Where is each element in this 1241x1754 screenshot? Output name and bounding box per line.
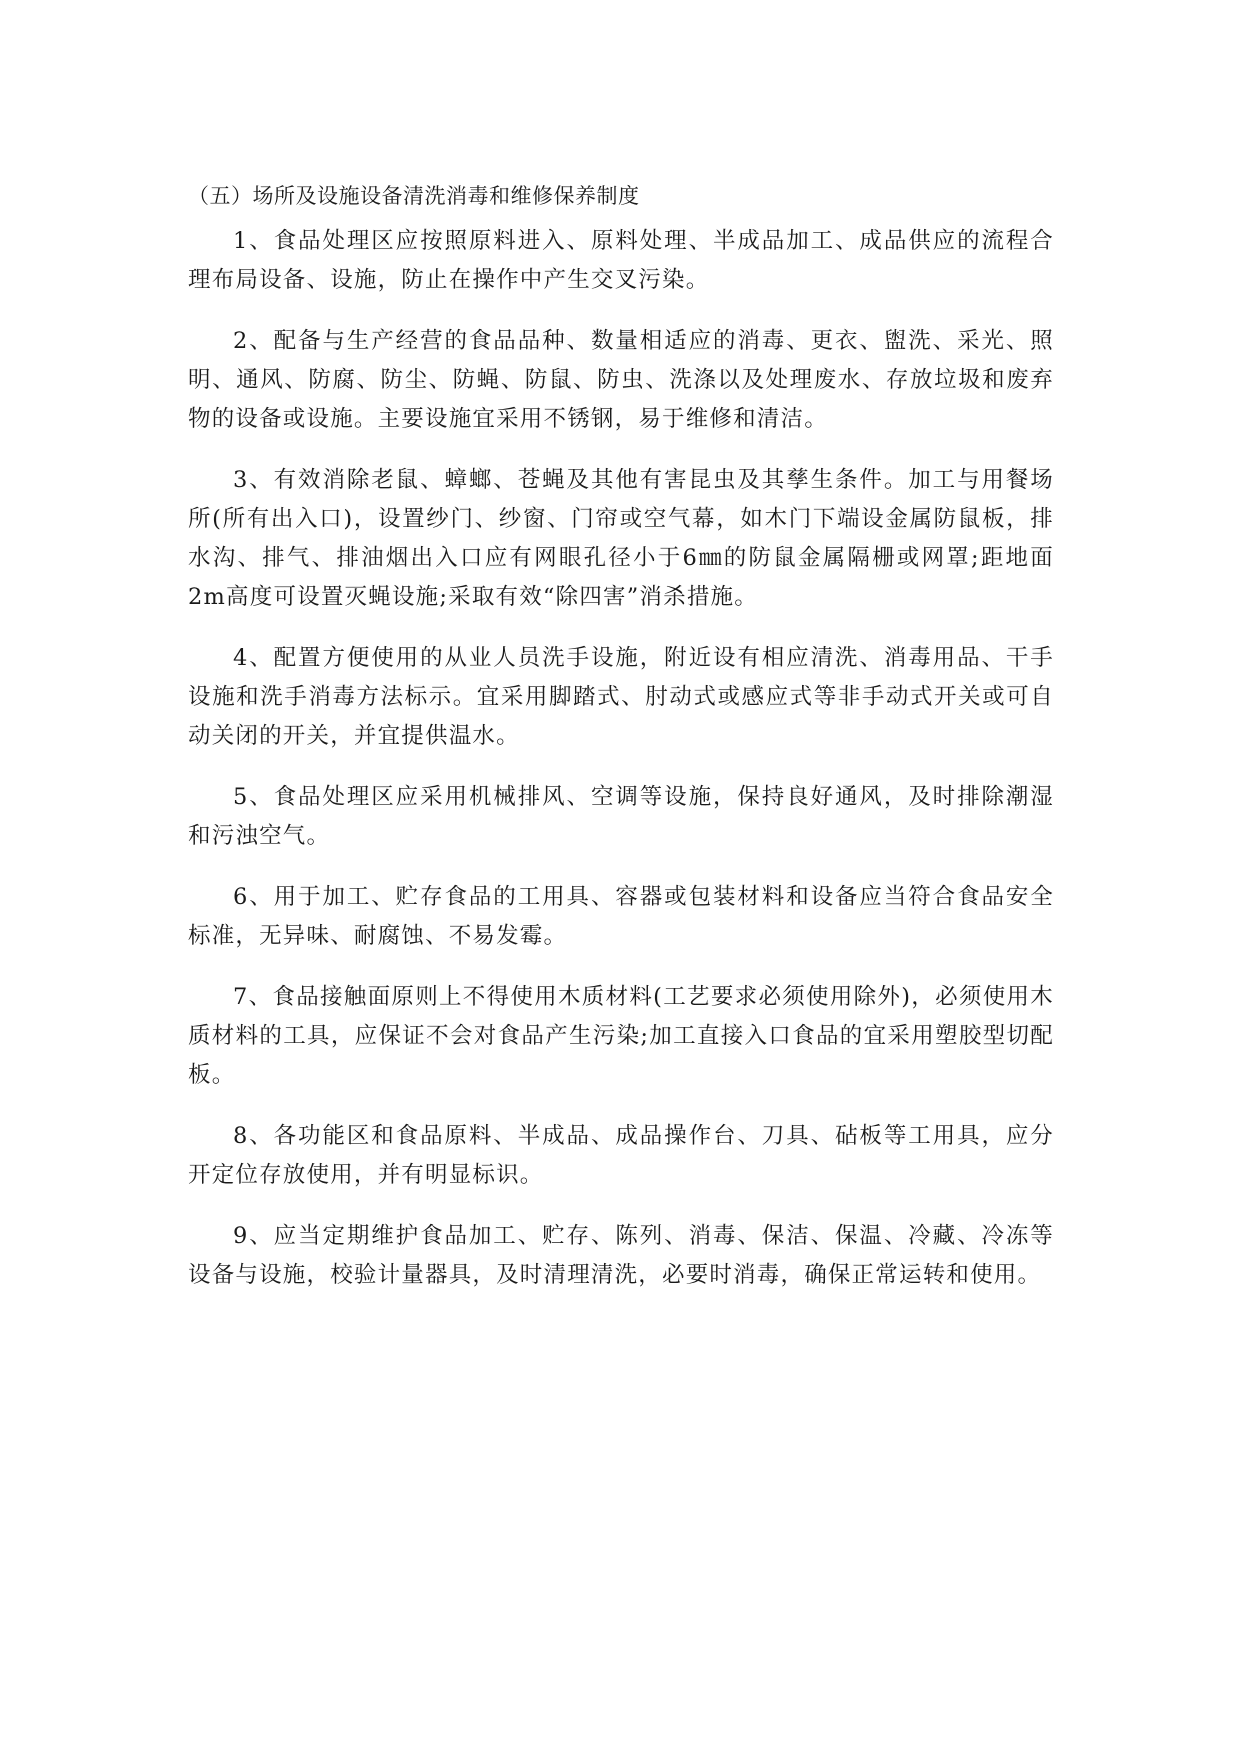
paragraph-6: 6、用于加工、贮存食品的工用具、容器或包装材料和设备应当符合食品安全标准，无异味、耐腐蚀、不易发霉。 [188, 884, 1054, 949]
paragraph-7: 7、食品接触面原则上不得使用木质材料(工艺要求必须使用除外)，必须使用木质材料的工具，应保证不会对食品产生污染;加工直接入口食品的宜采用塑胶型切配板。 [188, 984, 1054, 1088]
document-page [188, 180, 1054, 1317]
paragraph-4: 4、配置方便使用的从业人员洗手设施，附近设有相应清洗、消毒用品、干手设施和洗手消毒方法标示。宜采用脚踏式、肘动式或感应式等非手动式开关或可自动关闭的开关，并宜提供温水。 [188, 645, 1054, 749]
paragraph-5: 5、食品处理区应采用机械排风、空调等设施，保持良好通风，及时排除潮湿和污浊空气。 [188, 784, 1054, 849]
paragraph-2: 2、配备与生产经营的食品品种、数量相适应的消毒、更衣、盥洗、采光、照明、通风、防腐、防尘、防蝇、防鼠、防虫、洗涤以及处理废水、存放垃圾和废弃物的设备或设施。主要设施宜采用不锈钢，易于维修和清洁。 [188, 328, 1054, 432]
paragraph-9: 9、应当定期维护食品加工、贮存、陈列、消毒、保洁、保温、冷藏、冷冻等设备与设施，校验计量器具，及时清理清洗，必要时消毒，确保正常运转和使用。 [188, 1223, 1054, 1288]
paragraph-1: 1、食品处理区应按照原料进入、原料处理、半成品加工、成品供应的流程合理布局设备、设施，防止在操作中产生交叉污染。 [188, 228, 1054, 293]
paragraph-8: 8、各功能区和食品原料、半成品、成品操作台、刀具、砧板等工用具，应分开定位存放使用，并有明显标识。 [188, 1123, 1054, 1188]
paragraph-3: 3、有效消除老鼠、蟑螂、苍蝇及其他有害昆虫及其孳生条件。加工与用餐场所(所有出入口)，设置纱门、纱窗、门帘或空气幕，如木门下端设金属防鼠板，排水沟、排气、排油烟出入口应有网眼孔径小于6㎜的防鼠金属隔栅或网罩;距地面2m高度可设置灭蝇设施;采取有效“除四害”消杀措施。 [188, 467, 1054, 610]
section-heading: （五）场所及设施设备清洗消毒和维修保养制度 [188, 184, 640, 208]
